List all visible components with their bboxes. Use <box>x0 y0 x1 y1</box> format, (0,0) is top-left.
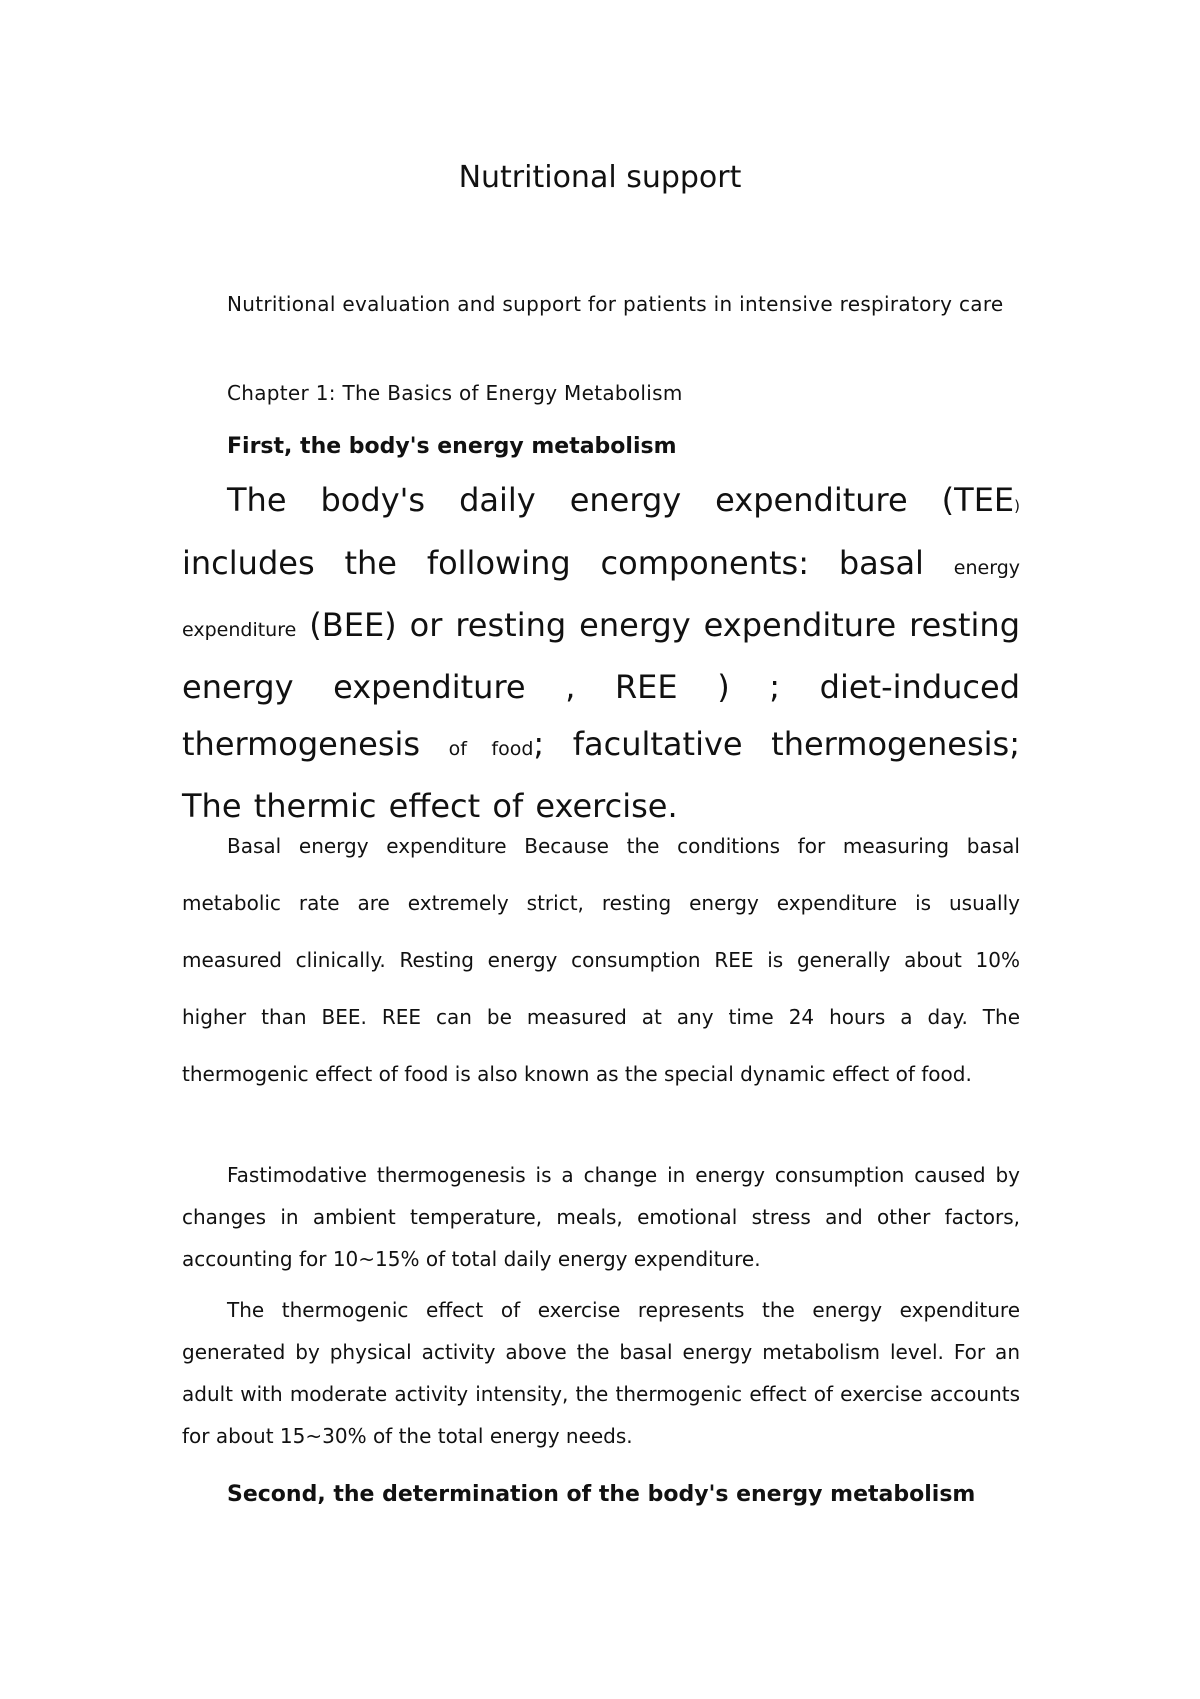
subtitle-block <box>182 283 1020 325</box>
large-para-part3-small: of food <box>448 738 534 760</box>
subtitle: Nutritional evaluation and support for patients in intensive respiratory care <box>227 292 1004 316</box>
basal-paragraph: Basal energy expenditure Because the conditions for measuring basal metabolic rate are extremely strict, resting energy expenditure is usually measured clinically. Resting energy consumption REE is generally about 10% higher than BEE. REE can be measured at any time 24 hours a day. The thermogenic effect of food is also known as the special dynamic effect of food. <box>182 834 1020 1086</box>
large-paragraph <box>182 472 1020 835</box>
fastimodative-paragraph-block <box>182 1154 1020 1280</box>
section2-block <box>182 1480 1020 1510</box>
large-para-part1-close: ) <box>1014 497 1020 515</box>
fastimodative-paragraph: Fastimodative thermogenesis is a change in energy consumption caused by changes in ambient temperature, meals, emotional stress and other factors, accounting for 10~15% of total daily energy expenditure. <box>182 1163 1020 1271</box>
section2-heading: Second, the determination of the body's energy metabolism <box>227 1482 976 1507</box>
page-title: Nutritional support <box>458 160 742 195</box>
large-para-part3: (BEE) or resting energy expenditure resting energy expenditure , REE ) ; diet-induced thermogenesis <box>182 606 1020 763</box>
large-para-part4: ; facultative thermogenesis; The thermic effect of exercise. <box>182 725 1021 825</box>
exercise-paragraph: The thermogenic effect of exercise represents the energy expenditure generated by physical activity above the basal energy metabolism level. For an adult with moderate activity intensity, the thermogenic effect of exercise accounts for about 15~30% of the total energy needs. <box>182 1298 1020 1448</box>
large-paragraph-block <box>182 472 1020 835</box>
section1-heading: First, the body's energy metabolism <box>227 434 677 459</box>
basal-paragraph-block <box>182 818 1020 1103</box>
exercise-paragraph-block <box>182 1289 1020 1457</box>
chapter-heading: Chapter 1: The Basics of Energy Metabolism <box>227 381 683 405</box>
large-para-part2-small: energy expenditure <box>182 557 1020 641</box>
chapter-block <box>182 372 1020 414</box>
large-para-part2: includes the following components: basal <box>182 544 954 582</box>
large-para-part1: The body's daily energy expenditure (TEE <box>227 481 1015 519</box>
section1-block <box>182 432 1020 462</box>
